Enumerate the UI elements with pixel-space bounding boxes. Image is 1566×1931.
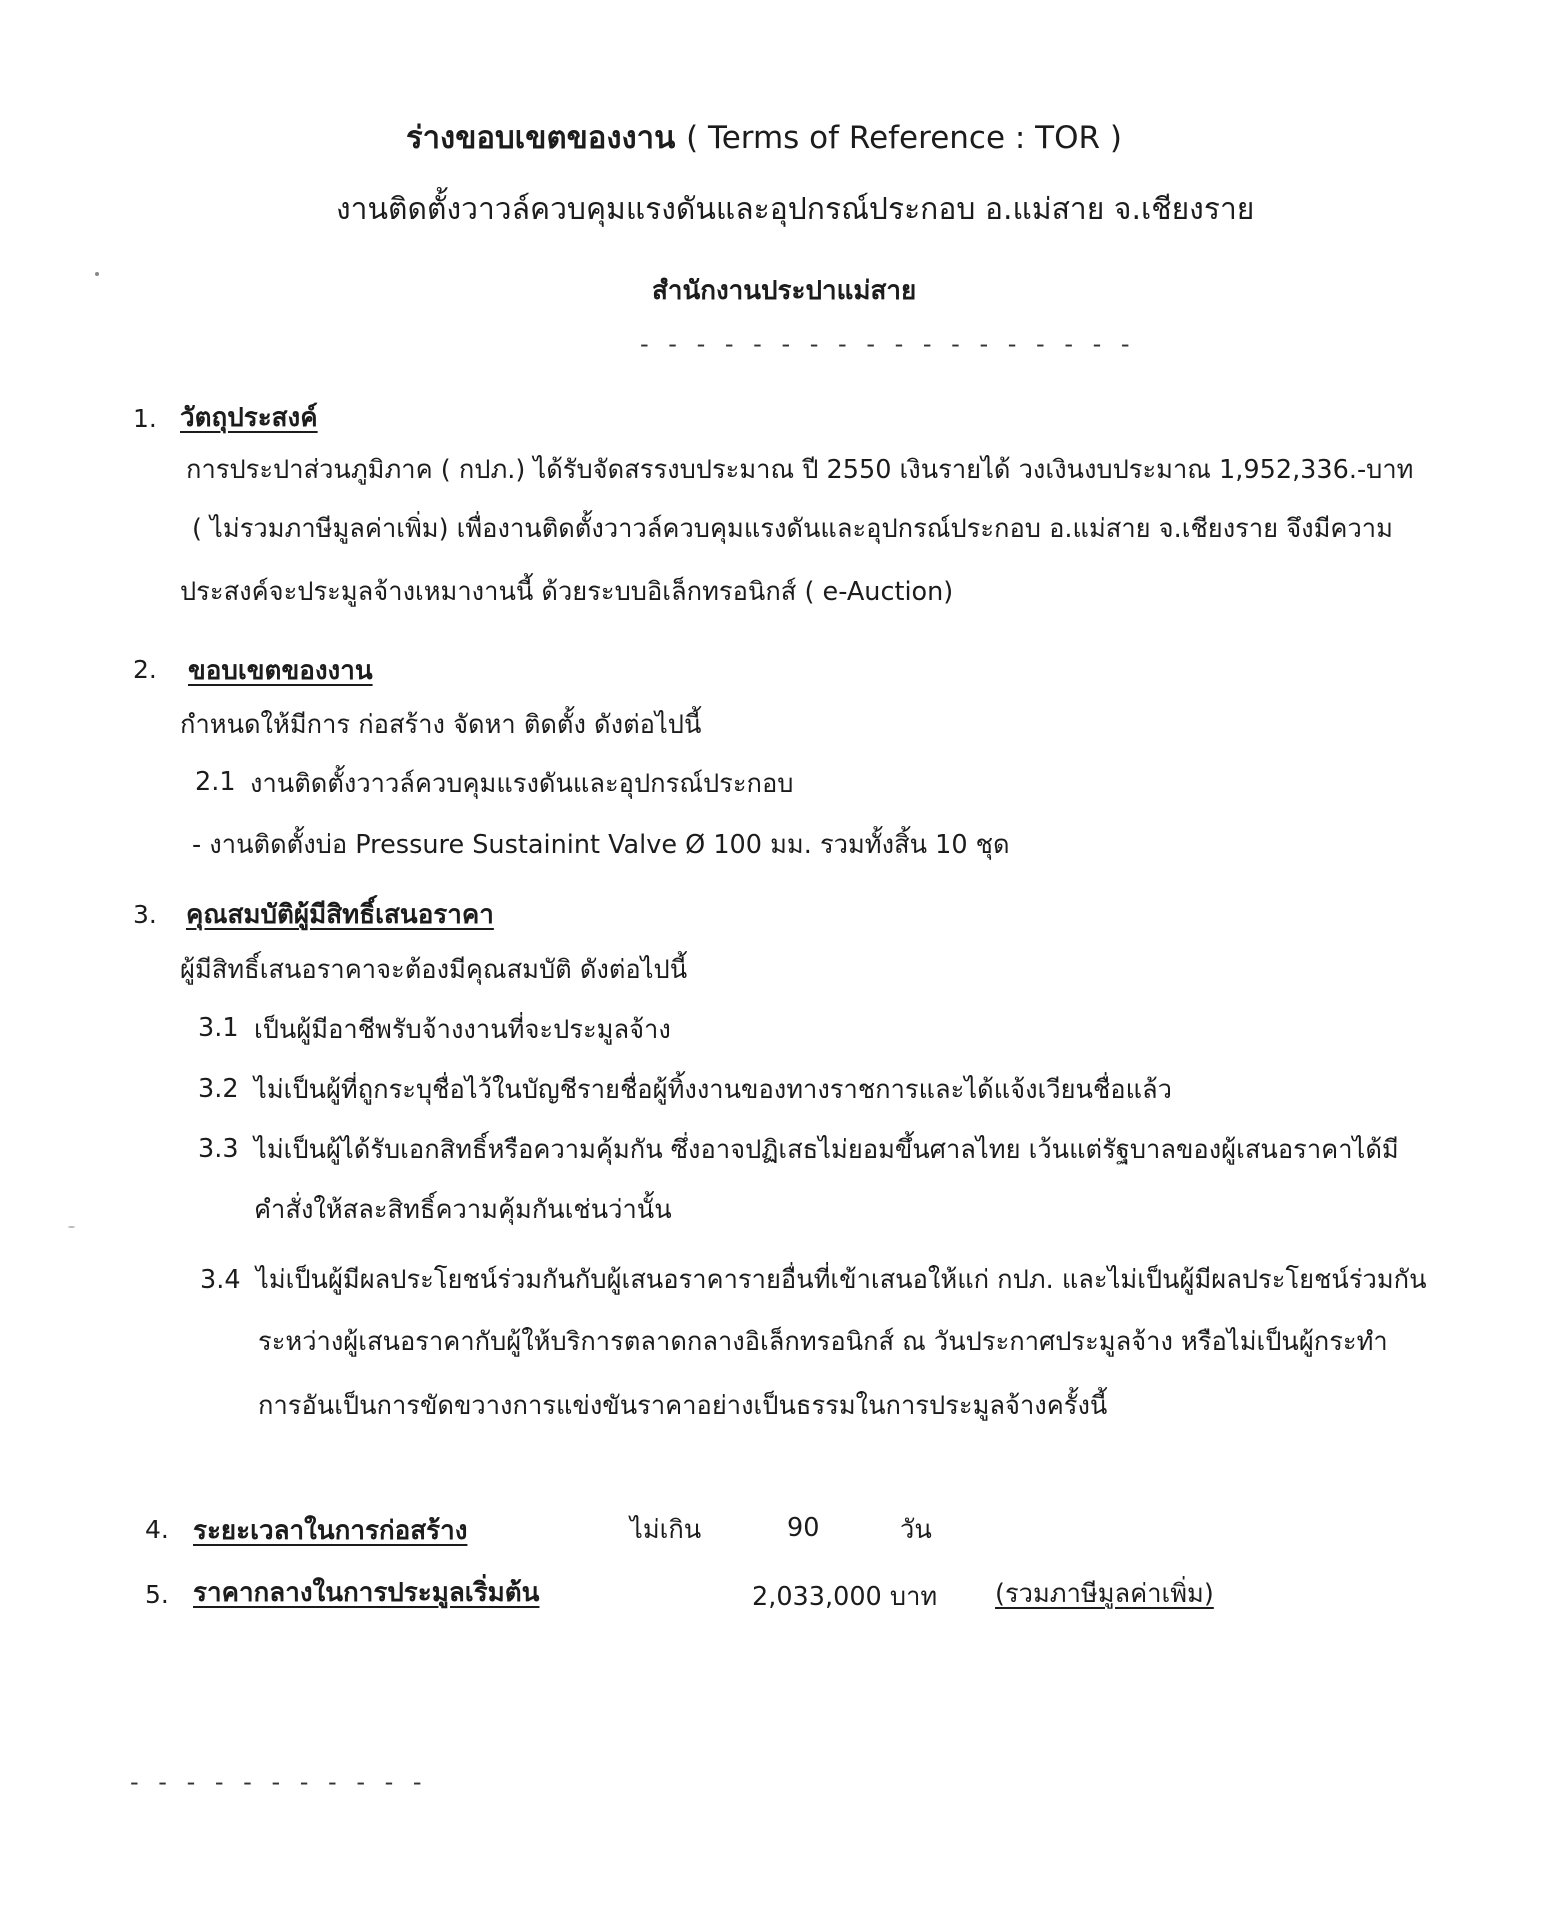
section-3-number: 3.	[133, 900, 157, 929]
section-3-item-2-line-1: ไม่เป็นผู้ที่ถูกระบุชื่อไว้ในบัญชีรายชื่อผู้ทิ้งงานของทางราชการและได้แจ้งเวียนชื่อแล้ว	[254, 1075, 1172, 1105]
section-2-intro: กำหนดให้มีการ ก่อสร้าง จัดหา ติดตั้ง ดังต่อไปนี้	[180, 710, 702, 740]
section-3-item-4-number: 3.4	[200, 1265, 241, 1295]
title-thai: ร่างขอบเขตของงาน	[406, 120, 676, 156]
section-3-item-4-line-3: การอันเป็นการขัดขวางการแข่งขันราคาอย่างเป็นธรรมในการประมูลจ้างครั้งนี้	[258, 1391, 1108, 1421]
section-1-line-1: การประปาส่วนภูมิภาค ( กปภ.) ได้รับจัดสรรงบประมาณ ปี 2550 เงินรายได้ วงเงินงบประมาณ 1,952,336.-บาท	[186, 455, 1414, 485]
scan-speck	[95, 272, 99, 276]
section-1-number: 1.	[133, 404, 157, 433]
section-3-item-3-line-2: คำสั่งให้สละสิทธิ์ความคุ้มกันเช่นว่านั้น	[254, 1195, 672, 1225]
section-4-number: 4.	[145, 1515, 169, 1544]
section-4-qualifier: ไม่เกิน	[630, 1515, 702, 1545]
office-name: สำนักงานประปาแม่สาย	[652, 276, 917, 306]
document-title	[406, 112, 1122, 162]
footer-separator: - - - - - - - - - - -	[130, 1768, 428, 1796]
section-2-subitem: - งานติดตั้งบ่อ Pressure Sustainint Valve Ø 100 มม. รวมทั้งสิ้น 10 ชุด	[192, 830, 1010, 860]
scan-speck	[68, 1226, 75, 1228]
section-5-vat-note: (รวมภาษีมูลค่าเพิ่ม)	[995, 1579, 1214, 1609]
section-5-heading: ราคากลางในการประมูลเริ่มต้น	[193, 1578, 540, 1608]
section-4-heading: ระยะเวลาในการก่อสร้าง	[193, 1516, 468, 1546]
section-1-line-2: ( ไม่รวมภาษีมูลค่าเพิ่ม) เพื่องานติดตั้งวาวล์ควบคุมแรงดันและอุปกรณ์ประกอบ อ.แม่สาย จ.เชียงราย จึงมีความ	[192, 514, 1393, 544]
section-2-heading: ขอบเขตของงาน	[188, 656, 373, 686]
section-5-number: 5.	[145, 1580, 169, 1609]
section-5-amount: 2,033,000 บาท	[752, 1582, 938, 1612]
header-separator: - - - - - - - - - - - - - - - - - -	[640, 330, 1136, 358]
section-2-item-text: งานติดตั้งวาวล์ควบคุมแรงดันและอุปกรณ์ประกอบ	[250, 769, 794, 799]
section-3-intro: ผู้มีสิทธิ์เสนอราคาจะต้องมีคุณสมบัติ ดังต่อไปนี้	[180, 955, 688, 985]
section-3-item-3-number: 3.3	[198, 1134, 239, 1164]
section-1-line-3: ประสงค์จะประมูลจ้างเหมางานนี้ ด้วยระบบอิเล็กทรอนิกส์ ( e-Auction)	[180, 577, 954, 607]
section-3-item-2-number: 3.2	[198, 1074, 239, 1104]
section-4-value: 90	[787, 1513, 820, 1543]
section-3-item-1-number: 3.1	[198, 1013, 239, 1043]
section-1-heading: วัตถุประสงค์	[180, 403, 318, 433]
project-subtitle: งานติดตั้งวาวล์ควบคุมแรงดันและอุปกรณ์ประกอบ อ.แม่สาย จ.เชียงราย	[336, 192, 1255, 227]
section-3-item-1-line-1: เป็นผู้มีอาชีพรับจ้างงานที่จะประมูลจ้าง	[254, 1015, 671, 1045]
title-english: ( Terms of Reference : TOR )	[686, 120, 1123, 156]
section-2-item-number: 2.1	[195, 767, 236, 797]
section-3-item-3-line-1: ไม่เป็นผู้ได้รับเอกสิทธิ์หรือความคุ้มกัน ซึ่งอาจปฏิเสธไม่ยอมขึ้นศาลไทย เว้นแต่รัฐบาลของผู้เสนอราคาได้มี	[254, 1135, 1399, 1165]
section-3-heading: คุณสมบัติผู้มีสิทธิ์เสนอราคา	[186, 900, 494, 930]
section-4-unit: วัน	[900, 1515, 932, 1545]
section-3-item-4-line-2: ระหว่างผู้เสนอราคากับผู้ให้บริการตลาดกลางอิเล็กทรอนิกส์ ณ วันประกาศประมูลจ้าง หรือไม่เป็นผู้กระทำ	[258, 1327, 1388, 1357]
section-2-number: 2.	[133, 655, 157, 684]
section-3-item-4-line-1: ไม่เป็นผู้มีผลประโยชน์ร่วมกันกับผู้เสนอราคารายอื่นที่เข้าเสนอให้แก่ กปภ. และไม่เป็นผู้มีผลประโยชน์ร่วมกัน	[256, 1265, 1427, 1295]
